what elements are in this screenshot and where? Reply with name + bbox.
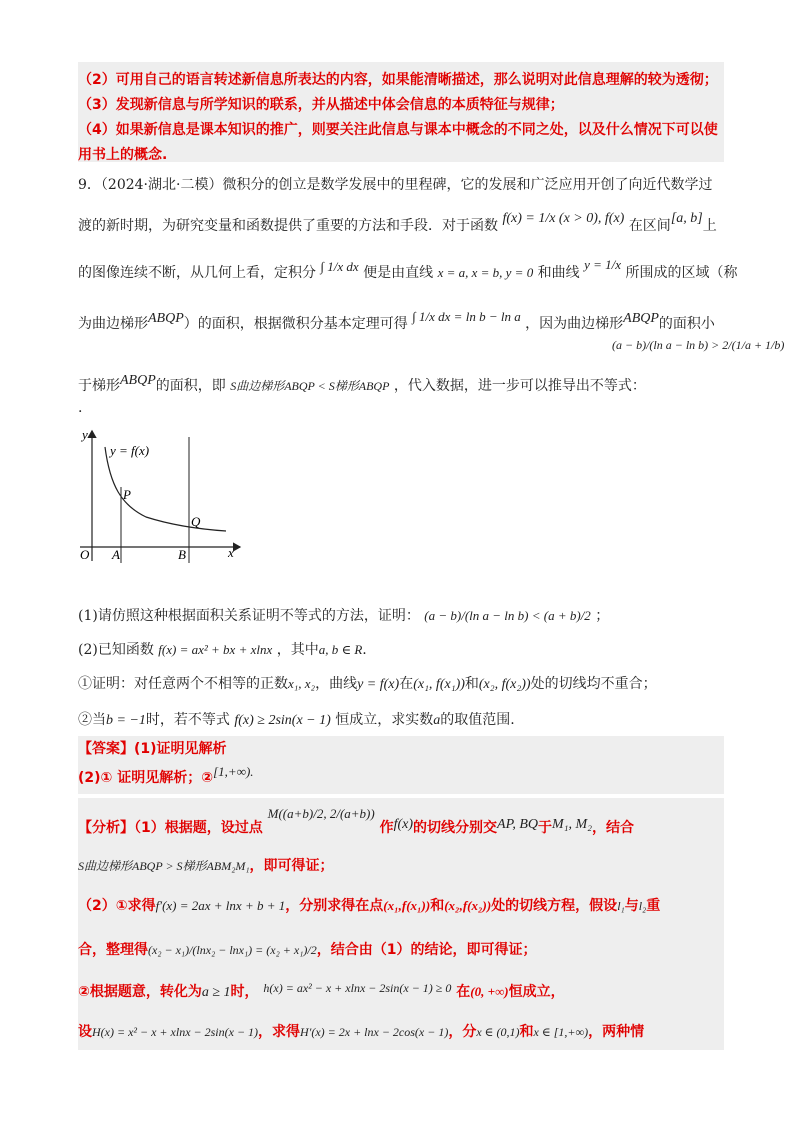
x1-x2: x₁, x₂ xyxy=(288,676,316,691)
line-l2: l₂ xyxy=(638,899,647,913)
analysis-line-4 xyxy=(78,940,536,960)
inequality-display xyxy=(612,338,784,353)
area-comparison: S曲边梯形ABQP > S梯形ABM₂M₁ xyxy=(78,859,250,873)
analysis-text: ②根据题意，转化为 xyxy=(78,984,202,1000)
bounding-lines: x = a, x = b, y = 0 xyxy=(437,265,534,280)
h-function: h(x) = ax² − x + xlnx − 2sin(x − 1) ≥ 0 xyxy=(263,981,452,995)
intro-point-4: （4）如果新信息是课本知识的推广，则要关注此信息与课本中概念的不同之处，以及什么情况下可以使 xyxy=(78,122,718,138)
analysis-text: ，求得 xyxy=(258,1024,301,1040)
problem-text: 便是由直线 xyxy=(363,265,434,281)
analysis-line-6 xyxy=(78,1022,644,1042)
problem-line-3 xyxy=(78,257,738,283)
analysis-text: 和 xyxy=(430,898,445,914)
problem-text: 为曲边梯形 xyxy=(78,316,148,332)
q22-inequality: f(x) ≥ 2sin(x − 1) xyxy=(234,713,331,728)
question-text: 在 xyxy=(399,676,414,692)
q2-condition: a, b ∈ R xyxy=(318,642,363,657)
question-text: 时，若不等式 xyxy=(145,712,230,728)
a-condition: a ≥ 1 xyxy=(201,985,231,1000)
problem-line-6: . xyxy=(78,400,83,416)
problem-line-5 xyxy=(78,373,646,397)
case-1: x ∈ (0,1) xyxy=(476,1025,520,1039)
problem-text: ，因为曲边梯形 xyxy=(525,316,624,332)
problem-text: 渡的新时期，为研究变量和函数提供了重要的方法和手段．对于函数 xyxy=(78,218,498,234)
question-text: (2)已知函数 xyxy=(78,642,154,658)
b-value: b = −1 xyxy=(106,713,146,728)
area-inequality: S曲边梯形ABQP < S梯形ABQP xyxy=(230,379,390,393)
problem-text: ）的面积，根据微积分基本定理可得 xyxy=(183,316,408,332)
answer-line-1 xyxy=(78,739,227,759)
curve-label: y = f(x) xyxy=(110,443,150,458)
intro-point-2: （2）可用自己的语言转述新信息所表达的内容，如果能清晰描述，那么说明对此信息理解的较为透彻； xyxy=(78,72,718,88)
region-label: ABQP xyxy=(120,373,156,388)
analysis-text: 的切线分别交 xyxy=(413,820,498,836)
intro-point-3: （3）发现新信息与所学知识的联系，并从描述中体会信息的本质特征与规律； xyxy=(78,97,564,113)
analysis-tag: 【分析】 xyxy=(78,820,134,836)
analysis-line-1 xyxy=(78,806,635,839)
case-2: x ∈ [1,+∞) xyxy=(533,1025,589,1039)
big-h-function: H(x) = x² − x + xlnx − 2sin(x − 1) xyxy=(92,1025,259,1039)
point-1: (x₁, f(x₁)) xyxy=(413,677,465,692)
problem-text: 和曲线 xyxy=(537,265,580,281)
question-text: 恒成立，求实数 xyxy=(335,712,434,728)
x-axis-label: x xyxy=(228,545,234,560)
question-2-1 xyxy=(78,674,657,695)
function-graph xyxy=(76,425,246,565)
point-p-label: P xyxy=(123,487,131,502)
problem-line-1 xyxy=(78,175,712,195)
question-text: 处的切线均不重合； xyxy=(530,676,657,692)
problem-text: 的面积小 xyxy=(658,316,715,332)
line-l1: l₁ xyxy=(617,899,625,913)
point-q-label: Q xyxy=(191,514,201,529)
question-2 xyxy=(78,640,367,660)
question-2-2 xyxy=(78,710,515,731)
analysis-text: ，结合由（1）的结论，即可得证； xyxy=(316,942,537,958)
function-definition: f(x) = 1/x (x > 0), f(x) xyxy=(502,211,625,226)
big-h-derivative: H′(x) = 2x + lnx − 2cos(x − 1) xyxy=(300,1025,449,1039)
problem-source: （2024·湖北·二模） xyxy=(100,177,223,193)
answer-text: (2)① 证明见解析；② xyxy=(78,770,214,786)
analysis-text: 在 xyxy=(456,984,471,1000)
problem-text: 微积分的创立是数学发展中的里程碑，它的发展和广泛应用开创了向近代数学过 xyxy=(222,177,713,193)
analysis-text: 设 xyxy=(78,1024,92,1040)
definite-integral: ∫ 1/x dx xyxy=(320,259,359,274)
analysis-text: ，分 xyxy=(448,1024,477,1040)
question-text: ②当 xyxy=(78,712,106,728)
problem-text: ，代入数据，进一步可以推导出不等式： xyxy=(393,378,646,394)
integral-evaluation: ∫ 1/x dx = ln b − ln a xyxy=(412,309,521,324)
question-text: ①证明：对任意两个不相等的正数 xyxy=(78,676,288,692)
analysis-text: （1）根据题，设过点 xyxy=(134,820,263,836)
problem-text: 上 xyxy=(702,218,717,234)
curve-f: y = f(x) xyxy=(357,677,400,692)
point-b-label: B xyxy=(178,547,186,562)
region-label: ABQP xyxy=(623,311,659,326)
curve-equation: y = 1/x xyxy=(584,257,622,272)
q2-function: f(x) = ax² + bx + xlnx xyxy=(158,642,273,657)
region-label: ABQP xyxy=(148,311,184,326)
point-m: M((a+b)/2, 2/(a+b)) xyxy=(267,806,375,821)
problem-line-2 xyxy=(78,211,717,237)
derivative: f′(x) = 2ax + lnx + b + 1 xyxy=(155,898,286,913)
question-text: 和 xyxy=(464,676,479,692)
analysis-line-2 xyxy=(78,856,334,876)
problem-number: 9． xyxy=(78,177,101,193)
question-text: . xyxy=(362,642,367,658)
problem-text: 在区间 xyxy=(628,218,671,234)
analysis-text: ，两种情 xyxy=(588,1024,645,1040)
point-a-label: A xyxy=(112,547,120,562)
answer-text: (1)证明见解析 xyxy=(134,741,227,757)
point-2: (x₂, f(x₂)) xyxy=(478,677,531,692)
inequality-text: (a − b)/(ln a − ln b) > 2/(1/a + 1/b) xyxy=(612,338,785,352)
analysis-fx: f(x) xyxy=(393,817,414,832)
variable-a: a xyxy=(433,713,441,728)
analysis-text: 恒成立， xyxy=(508,984,565,1000)
analysis-text: ，即可得证； xyxy=(249,858,334,874)
question-text: (1)请仿照这种根据面积关系证明不等式的方法，证明： xyxy=(78,608,420,624)
analysis-text: 和 xyxy=(519,1024,534,1040)
question-text: 的取值范围. xyxy=(440,712,515,728)
analysis-line-5 xyxy=(78,982,565,1003)
answer-range: [1,+∞). xyxy=(213,764,254,779)
answer-line-2 xyxy=(78,764,254,788)
m1-m2: M₁, M₂ xyxy=(551,817,593,832)
analysis-text: 处的切线方程，假设 xyxy=(491,898,618,914)
analysis-text: 重 xyxy=(646,898,661,914)
analysis-text: （2）①求得 xyxy=(78,898,156,914)
answer-tag: 【答案】 xyxy=(78,741,134,757)
tangent-point-2: (x₂,f(x₂)) xyxy=(444,898,492,913)
q1-inequality: (a − b)/(ln a − ln b) < (a + b)/2 xyxy=(424,608,591,623)
problem-text: 的图像连续不断，从几何上看，定积分 xyxy=(78,265,316,281)
problem-text: 于梯形 xyxy=(78,378,120,394)
question-text: ，曲线 xyxy=(315,676,358,692)
analysis-text: 于 xyxy=(537,820,552,836)
origin-label: O xyxy=(80,547,90,562)
intro-point-4-cont: 用书上的概念. xyxy=(78,147,168,163)
analysis-text: 与 xyxy=(624,898,639,914)
question-text: ，其中 xyxy=(276,642,319,658)
ap-bq: AP, BQ xyxy=(497,817,538,832)
question-1 xyxy=(78,606,609,626)
tangent-point-1: (x₁,f(x₁)) xyxy=(383,898,431,913)
problem-text: 的面积，即 xyxy=(155,378,226,394)
analysis-text: 作 xyxy=(379,820,394,836)
analysis-text: ，分别求得在点 xyxy=(285,898,384,914)
analysis-text: 合，整理得 xyxy=(78,942,148,958)
y-axis-label: y xyxy=(82,427,88,442)
domain-interval: (0, +∞) xyxy=(470,984,509,999)
question-text: ； xyxy=(595,608,610,624)
interval: [a, b] xyxy=(670,211,703,226)
log-mean-equation: (x₂ − x₁)/(lnx₂ − lnx₁) = (x₂ + x₁)/2 xyxy=(148,943,317,957)
analysis-text: 时， xyxy=(230,984,259,1000)
analysis-line-3 xyxy=(78,896,660,916)
problem-text: 所围成的区域（称 xyxy=(625,265,738,281)
analysis-text: ，结合 xyxy=(592,820,635,836)
problem-line-4 xyxy=(78,309,715,335)
